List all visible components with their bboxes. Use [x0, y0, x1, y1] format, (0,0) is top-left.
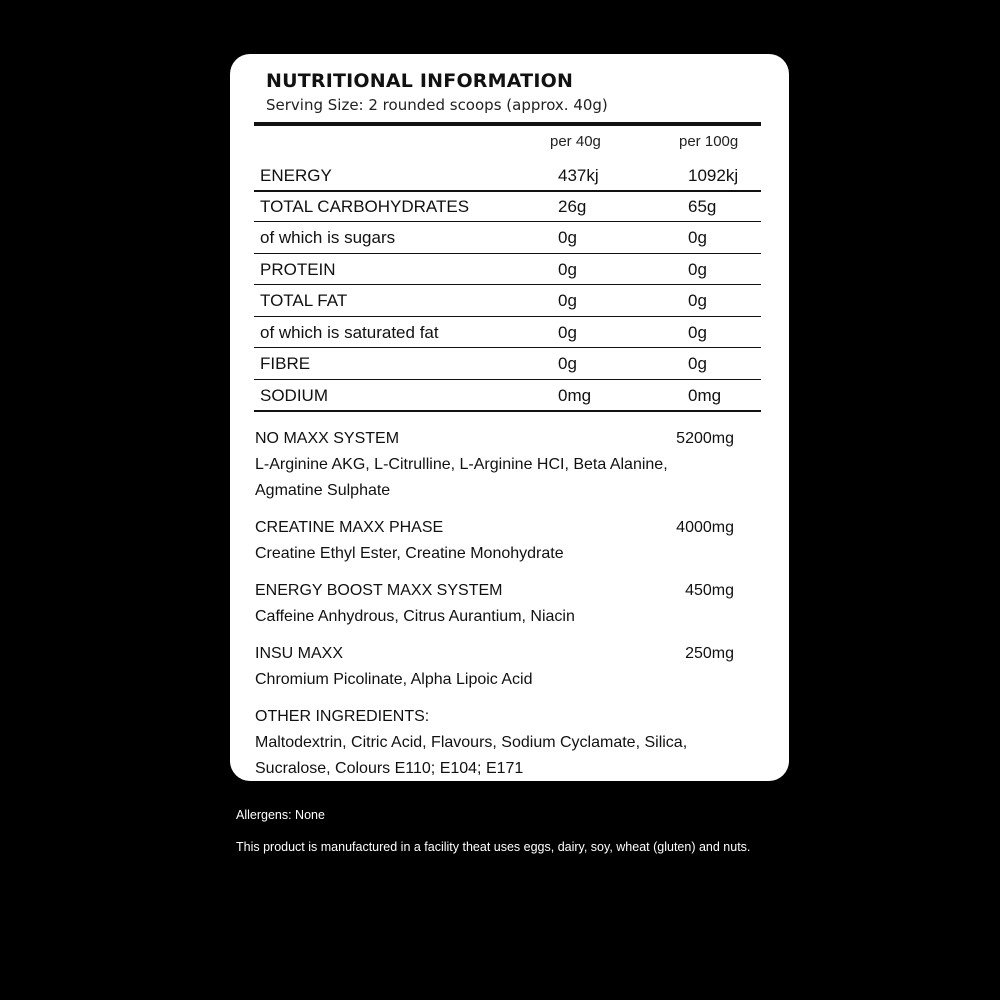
nutrient-per-40g: 26g: [558, 196, 587, 216]
ingredient-group: [255, 641, 765, 693]
nutrient-per-100g: 0g: [688, 322, 707, 342]
nutrient-per-100g: 0g: [688, 228, 707, 247]
table-row: [254, 222, 761, 254]
nutrient-name: PROTEIN: [260, 259, 336, 279]
nutrient-per-100g: 0g: [688, 354, 707, 373]
nutrient-name: TOTAL FAT: [260, 291, 348, 310]
nutrient-name: of which is saturated fat: [260, 322, 439, 342]
nutrient-per-40g: 0g: [558, 228, 577, 247]
group-amount: 250mg: [685, 645, 734, 662]
serving-size: Serving Size: 2 rounded scoops (approx. 40g): [266, 96, 608, 114]
ingredient-group: [255, 515, 765, 567]
table-row: [254, 160, 761, 191]
ingredient-group: [255, 578, 765, 630]
group-name: CREATINE MAXX PHASE: [255, 519, 444, 536]
table-row: [254, 317, 761, 349]
allergens-note: Allergens: None: [236, 808, 325, 822]
nutrition-label: [230, 54, 789, 781]
table-row: [254, 285, 761, 317]
nutrient-per-40g: 0g: [558, 259, 577, 279]
nutrient-per-40g: 437kj: [558, 166, 599, 185]
table-row: [254, 348, 761, 380]
nutrient-name: ENERGY: [260, 166, 332, 185]
nutrient-per-100g: 0mg: [688, 385, 722, 405]
nutrient-name: TOTAL CARBOHYDRATES: [260, 196, 470, 216]
group-ingredients: Caffeine Anhydrous, Citrus Aurantium, Niacin: [255, 608, 575, 625]
label-title: NUTRITIONAL INFORMATION: [266, 70, 574, 92]
nutrient-per-40g: 0g: [558, 354, 577, 373]
group-ingredients: Creatine Ethyl Ester, Creatine Monohydrate: [255, 545, 564, 562]
group-ingredients: L-Arginine AKG, L-Citrulline, L-Arginine HCI, Beta Alanine, Agmatine Sulphate: [255, 456, 668, 499]
nutrient-per-40g: 0g: [558, 322, 577, 342]
table-row: [254, 254, 761, 286]
group-ingredients: Chromium Picolinate, Alpha Lipoic Acid: [255, 671, 533, 688]
other-ingredients-list: Maltodextrin, Citric Acid, Flavours, Sodium Cyclamate, Silica, Sucralose, Colours E110; E104; E171: [255, 734, 688, 777]
nutrient-name: of which is sugars: [260, 228, 396, 247]
nutrient-per-100g: 1092kj: [688, 166, 739, 185]
nutrient-per-40g: 0g: [558, 291, 577, 310]
group-amount: 450mg: [685, 582, 734, 599]
nutrient-name: SODIUM: [260, 385, 328, 405]
nutrient-per-100g: 0g: [688, 259, 707, 279]
group-name: INSU MAXX: [255, 645, 344, 662]
nutrient-per-100g: 0g: [688, 291, 707, 310]
other-ingredients-heading: OTHER INGREDIENTS:: [255, 708, 430, 725]
column-header-per-100g: per 100g: [679, 133, 739, 150]
nutrient-name: FIBRE: [260, 354, 311, 373]
ingredient-group: [255, 426, 765, 504]
group-name: NO MAXX SYSTEM: [255, 430, 400, 447]
facility-note: This product is manufactured in a facility theat uses eggs, dairy, soy, wheat (gluten) and nuts.: [236, 840, 751, 854]
table-row: [254, 191, 761, 223]
group-name: ENERGY BOOST MAXX SYSTEM: [255, 582, 503, 599]
nutrient-per-100g: 65g: [688, 196, 717, 216]
group-amount: 5200mg: [676, 430, 734, 447]
nutrient-per-40g: 0mg: [558, 385, 592, 405]
other-ingredients: [255, 704, 765, 782]
column-header-per-40g: per 40g: [550, 133, 601, 150]
table-row: [254, 380, 761, 413]
top-rule: [254, 122, 761, 126]
group-amount: 4000mg: [676, 519, 734, 536]
ingredient-groups: [255, 426, 765, 793]
nutrition-table: [254, 160, 761, 412]
